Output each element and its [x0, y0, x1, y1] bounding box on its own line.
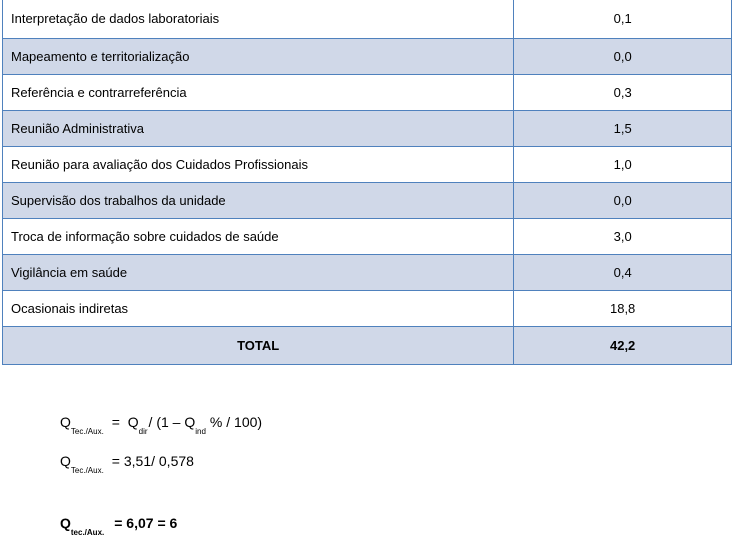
table-row [3, 182, 732, 218]
activity-value: 0,0 [514, 182, 732, 218]
formula-sub-dir: dir [138, 427, 148, 436]
formula-mid: / (1 – Q [148, 414, 196, 430]
table-row [3, 146, 732, 182]
activity-name: Troca de informação sobre cuidados de saúde [3, 218, 514, 254]
activity-name: Reunião para avaliação dos Cuidados Profissionais [3, 146, 514, 182]
table-row [3, 0, 732, 38]
formula-rhs: = 3,51/ 0,578 [111, 453, 194, 469]
formula-q: Q [60, 515, 71, 531]
total-value: 42,2 [514, 326, 732, 364]
activity-name: Referência e contrarreferência [3, 74, 514, 110]
activity-value: 3,0 [514, 218, 732, 254]
activity-value: 0,3 [514, 74, 732, 110]
formula-sub-ind: ind [195, 427, 206, 436]
formula-qtec-definition [60, 414, 263, 436]
activity-name: Supervisão dos trabalhos da unidade [3, 182, 514, 218]
activity-name: Mapeamento e territorialização [3, 38, 514, 74]
table-row [3, 110, 732, 146]
formula-sub-tec: Tec./Aux. [70, 466, 104, 475]
total-label: TOTAL [3, 326, 514, 364]
formula-tail: % / 100) [209, 414, 263, 430]
formula-qtec-result [60, 515, 178, 537]
activity-value: 1,0 [514, 146, 732, 182]
table-row [3, 218, 732, 254]
activity-value: 0,1 [514, 0, 732, 38]
table-row [3, 74, 732, 110]
formula-equals: = [111, 414, 120, 430]
table-row [3, 254, 732, 290]
activity-name: Reunião Administrativa [3, 110, 514, 146]
formula-rhs: = 6,07 = 6 [114, 515, 178, 531]
activity-value: 0,4 [514, 254, 732, 290]
total-row [3, 326, 732, 364]
formula-sub-tec: tec./Aux. [70, 528, 105, 537]
formula-sub-tec: Tec./Aux. [70, 427, 104, 436]
activity-name: Interpretação de dados laboratoriais [3, 0, 514, 38]
activity-name: Ocasionais indiretas [3, 290, 514, 326]
activity-value: 18,8 [514, 290, 732, 326]
table-row [3, 290, 732, 326]
table-row [3, 38, 732, 74]
formula-q: Q [60, 453, 71, 469]
activity-table [2, 0, 732, 365]
formula-q: Q [60, 414, 71, 430]
activity-value: 0,0 [514, 38, 732, 74]
activity-name: Vigilância em saúde [3, 254, 514, 290]
activity-value: 1,5 [514, 110, 732, 146]
formula-q-dir: Q [127, 414, 139, 430]
formula-qtec-substitution [60, 453, 194, 475]
